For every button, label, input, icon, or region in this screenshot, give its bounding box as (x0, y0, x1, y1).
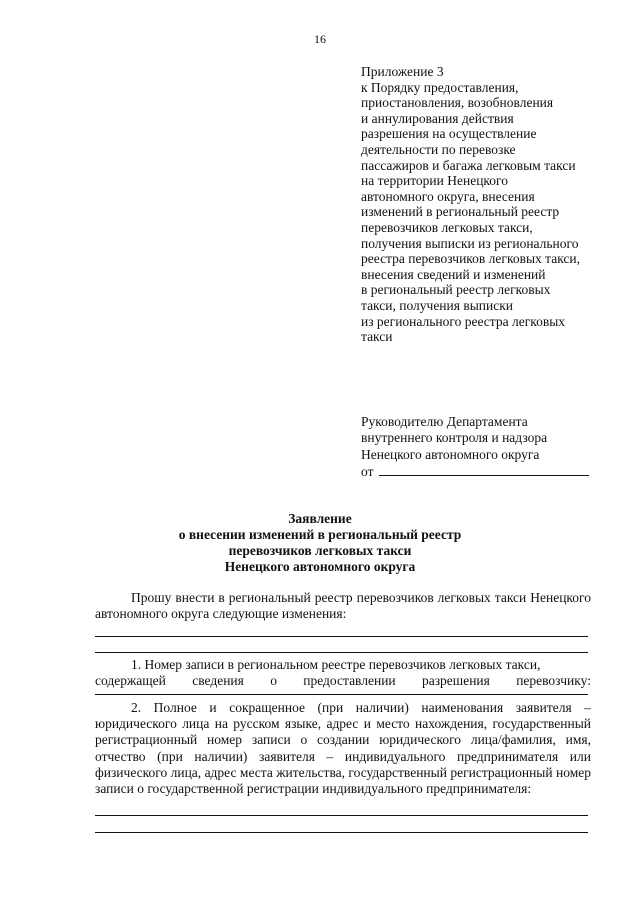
appendix-line: автономного округа, внесения (361, 188, 535, 204)
from-blank-line[interactable] (379, 463, 589, 476)
intro-paragraph: Прошу внести в региональный реестр перевозчиков легковых такси Ненецкого автономного округа следующие изменения: (95, 590, 591, 622)
blank-line[interactable] (95, 636, 588, 637)
appendix-line: внесения сведений и изменений (361, 266, 546, 282)
appendix-line: перевозчиков легковых такси, (361, 219, 533, 235)
appendix-line: и аннулирования действия (361, 110, 514, 126)
appendix-line: Приложение 3 (361, 64, 444, 79)
item-1-word: предоставлении (303, 673, 396, 689)
appendix-line: пассажиров и багажа легковым такси (361, 157, 576, 173)
item-1-line-2 (95, 673, 591, 689)
addressee-line: Ненецкого автономного округа (361, 446, 540, 462)
blank-line[interactable] (95, 652, 588, 653)
appendix-header (361, 64, 611, 345)
page-number: 16 (314, 32, 326, 46)
title-line: о внесении изменений в региональный реестр (178, 527, 462, 542)
item-1-line: 1. Номер записи в региональном реестре перевозчиков легковых такси, (131, 657, 541, 672)
appendix-line: приостановления, возобновления (361, 95, 554, 111)
appendix-line: реестра перевозчиков легковых такси, (361, 251, 581, 267)
title-line: перевозчиков легковых такси (228, 543, 412, 558)
item-1-word: о (270, 673, 277, 689)
blank-line[interactable] (95, 832, 588, 833)
appendix-line: такси, получения выписки (361, 297, 514, 313)
blank-line[interactable] (95, 815, 588, 816)
title-line: Заявление (288, 511, 352, 526)
blank-line[interactable] (95, 694, 588, 695)
item-1-word: перевозчику: (516, 673, 591, 689)
item-2-paragraph: 2. Полное и сокращенное (при наличии) наименования заявителя – юридического лица на русском языке, адрес и место нахождения, государственный регистрационный номер записи о создании юридического лица/фамилия, имя, отчество (при наличии) заявителя – индивидуального предпринимателя или физического лица, адрес места жительства, государственный регистрационный номер записи о государственной регистрации индивидуального предпринимателя: (95, 700, 591, 797)
appendix-line: на территории Ненецкого (361, 173, 509, 189)
from-field-row (361, 463, 601, 480)
addressee-line: внутреннего контроля и надзора (361, 430, 548, 446)
appendix-line: получения выписки из регионального (361, 235, 579, 251)
addressee-block (361, 414, 601, 480)
item-1-word: содержащей (95, 673, 166, 689)
appendix-line: в региональный реестр легковых (361, 282, 551, 298)
item-1-paragraph (95, 657, 591, 689)
title-line: Ненецкого автономного округа (224, 559, 416, 574)
appendix-line: разрешения на осуществление (361, 126, 537, 142)
appendix-line: такси (361, 329, 393, 345)
from-label: от (361, 463, 374, 479)
appendix-line: изменений в региональный реестр (361, 204, 560, 220)
document-title (0, 511, 640, 575)
item-1-word: разрешения (421, 673, 490, 689)
appendix-line: деятельности по перевозке (361, 141, 516, 157)
addressee-line: Руководителю Департамента (361, 414, 528, 429)
appendix-line: из регионального реестра легковых (361, 313, 566, 329)
item-1-word: сведения (192, 673, 244, 689)
appendix-line: к Порядку предоставления, (361, 79, 519, 95)
